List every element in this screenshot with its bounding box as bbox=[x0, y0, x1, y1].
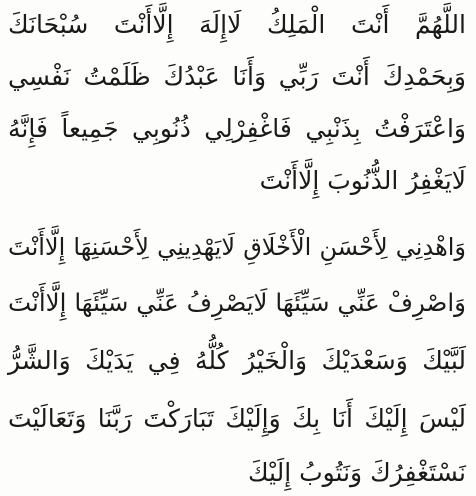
text-line: وَاعْتَرَفْتُ بِذَنْبِي فَاغْفِرْلِي ذُنُوبِي جَمِيعاً فَإِنَّهُ bbox=[8, 114, 466, 143]
text-line: لَيْسَ إِلَيْكَ أَنَا بِكَ وَإِلَيْكَ تَبَارَكْتَ رَبَّنَا وَتَعَالَيْتَ bbox=[8, 404, 466, 433]
text-line: وَاهْدِنِي لِأَحْسَنِ الْأَخْلَاقِ لَايَهْدِينِي لِأَحْسَنِهَا إِلَّاأَنْتَ bbox=[8, 233, 466, 261]
text-line: لَبَّيْكَ وَسَعْدَيْكَ وَالْخَيْرُ كُلُّهُ فِي يَدَيْكَ وَالشَّرُّ bbox=[8, 346, 466, 375]
text-line: اللَّهُمَّ أَنْتَ الْمَلِكُ لَاإِلَهَ إِلَّاأَنْتَ سُبْحَانَكَ bbox=[8, 10, 466, 39]
text-line: نَسْتَغْفِرُكَ وَنَتُوبُ إِلَيْكَ bbox=[247, 458, 466, 487]
text-line: وَبِحَمْدِكَ أَنْتَ رَبِّي وَأَنَا عَبْدُكَ ظَلَمْتُ نَفْسِي bbox=[8, 62, 466, 91]
text-line: وَاصْرِفْ عَنِّي سَيِّئَهَا لَايَصْرِفُ عَنِّي سَيِّئَهَا إِلَّاأَنْتَ bbox=[8, 288, 466, 317]
text-line: لَايَغْفِرُ الذُّنُوبَ إِلَّاأَنْتَ bbox=[259, 166, 466, 195]
